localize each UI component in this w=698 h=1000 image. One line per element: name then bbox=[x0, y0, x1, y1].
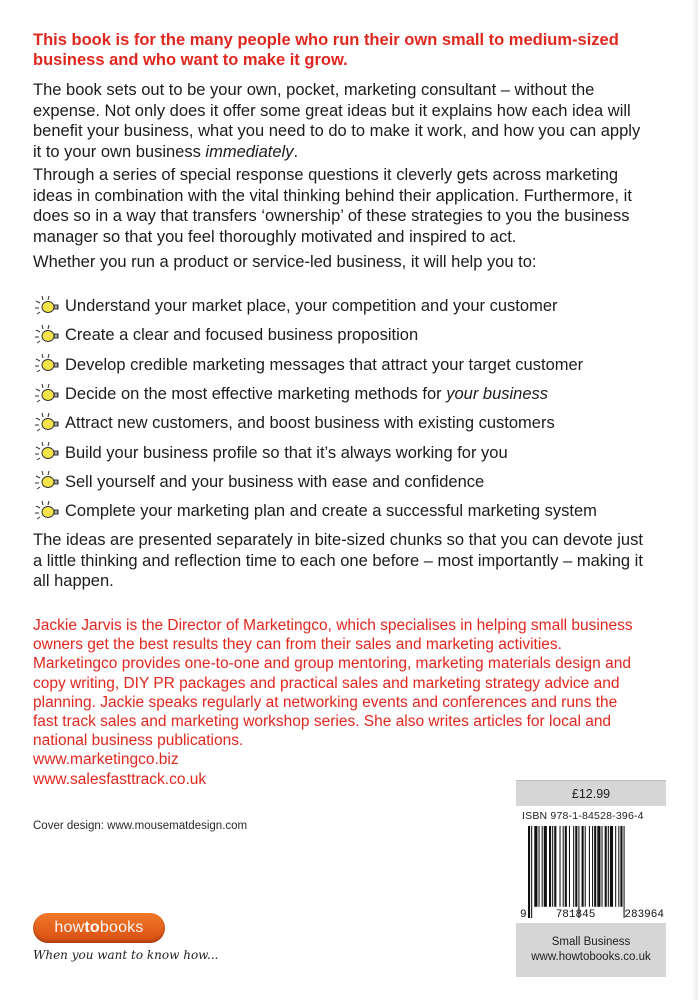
lightbulb-icon bbox=[33, 294, 63, 320]
barcode-bar bbox=[620, 826, 622, 907]
lightbulb-icon bbox=[33, 440, 63, 466]
lightbulb-icon bbox=[33, 469, 63, 495]
text-line: planning. Jackie speaks regularly at networking events and conferences and runs the bbox=[33, 693, 618, 711]
barcode-bar bbox=[544, 826, 547, 907]
lead-line: business and who want to make it grow. bbox=[33, 51, 348, 69]
benefits-list bbox=[33, 292, 683, 526]
text-line: ideas in combination with the vital thinking behind their application. Furthermore, it bbox=[33, 186, 632, 205]
closing-paragraph bbox=[33, 530, 673, 592]
list-item bbox=[33, 409, 683, 438]
list-item bbox=[33, 292, 683, 321]
barcode bbox=[522, 826, 662, 918]
bullets-intro: Whether you run a product or service-led business, it will help you to: bbox=[33, 253, 537, 271]
text-line: benefit your business, what you need to do to make it work, and how you can apply bbox=[33, 122, 641, 140]
method-paragraph bbox=[33, 165, 673, 247]
barcode-bar bbox=[549, 826, 551, 907]
barcode-digits bbox=[520, 909, 664, 921]
barcode-bar bbox=[552, 826, 553, 907]
text-line: The ideas are presented separately in bite-sized chunks so that you can devote just bbox=[33, 531, 643, 549]
list-item bbox=[33, 380, 683, 409]
barcode-bar bbox=[575, 826, 577, 907]
price-text: £12.99 bbox=[571, 787, 611, 801]
lightbulb-icon bbox=[33, 323, 63, 349]
lightbulb-icon bbox=[33, 499, 63, 525]
publisher-tagline: When you want to know how... bbox=[33, 948, 219, 962]
text-line: Marketingco provides one-to-one and group mentoring, marketing materials design and bbox=[33, 655, 631, 673]
text-line: fast track sales and marketing workshop series. She also writes articles for local and bbox=[33, 713, 612, 731]
barcode-bar bbox=[624, 826, 625, 918]
text-span: Decide on the most effective marketing methods for bbox=[65, 385, 447, 404]
barcode-bar bbox=[608, 826, 609, 907]
barcode-bar bbox=[582, 826, 584, 907]
logo-how: how bbox=[54, 919, 85, 936]
text-line: Through a series of special response questions it cleverly gets across marketing bbox=[33, 166, 619, 184]
list-item-text: Sell yourself and your business with ease and confidence bbox=[65, 472, 485, 491]
list-item-text: Complete your marketing plan and create a successful marketing system bbox=[65, 502, 597, 521]
barcode-bar bbox=[610, 826, 613, 907]
barcode-bar bbox=[542, 826, 543, 907]
barcode-group-1: 781845 bbox=[555, 909, 596, 921]
barcode-bar bbox=[615, 826, 616, 907]
cover-design-credit: Cover design: www.mousematdesign.com bbox=[33, 820, 248, 832]
barcode-bar bbox=[554, 826, 556, 907]
list-item-text: Understand your market place, your competition and your customer bbox=[65, 297, 558, 316]
list-item bbox=[33, 468, 683, 497]
list-item-text: Create a clear and focused business proposition bbox=[65, 326, 419, 345]
text-line: expense. Not only does it offer some great ideas but it explains how each idea will bbox=[33, 101, 631, 120]
text-line: The book sets out to be your own, pocket, marketing consultant – without the bbox=[33, 81, 595, 99]
author-bio bbox=[33, 616, 673, 789]
barcode-bar bbox=[560, 826, 561, 907]
list-item bbox=[33, 321, 683, 350]
isbn-text: ISBN 978-1-84528-396-4 bbox=[522, 810, 644, 822]
category-panel bbox=[516, 923, 666, 977]
barcode-bar bbox=[594, 826, 596, 907]
barcode-bar bbox=[565, 826, 567, 907]
list-item-text bbox=[65, 385, 548, 404]
list-item bbox=[33, 438, 683, 467]
barcode-lead-digit: 9 bbox=[520, 909, 527, 921]
list-item-text: Build your business profile so that it’s always working for you bbox=[65, 443, 508, 462]
text-line: national business publications. bbox=[33, 732, 244, 750]
marketingco-url: www.marketingco.biz bbox=[33, 751, 179, 769]
lightbulb-icon bbox=[33, 352, 63, 378]
barcode-bar bbox=[605, 826, 607, 907]
barcode-bar bbox=[602, 826, 603, 907]
list-item bbox=[33, 351, 683, 380]
publisher-website: www.howtobooks.co.uk bbox=[531, 951, 651, 963]
text-line: manager so that you feel thoroughly motivated and inspired to act. bbox=[33, 227, 517, 246]
barcode-bar bbox=[589, 826, 590, 907]
barcode-bar bbox=[563, 826, 564, 907]
barcode-bar bbox=[539, 826, 540, 907]
text-span: it to your own business bbox=[33, 142, 206, 161]
list-item-text: Develop credible marketing messages that attract your target customer bbox=[65, 355, 584, 374]
emphasis-text: your business bbox=[446, 385, 549, 404]
list-item bbox=[33, 497, 683, 526]
logo-books: books bbox=[99, 919, 144, 936]
logo-to: to bbox=[84, 919, 100, 936]
barcode-bar bbox=[573, 826, 574, 907]
lightbulb-icon bbox=[33, 411, 63, 437]
barcode-bar bbox=[531, 826, 532, 918]
barcode-bar bbox=[534, 826, 537, 907]
page-edge bbox=[692, 0, 698, 1000]
text-line: copy writing, DIY PR packages and practical sales and marketing strategy advice and bbox=[33, 674, 620, 692]
list-item-text: Attract new customers, and boost business with existing customers bbox=[65, 414, 555, 433]
barcode-bar bbox=[528, 826, 530, 918]
lead-line: This book is for the many people who run their own small to medium-sized bbox=[33, 31, 619, 49]
barcode-bar bbox=[585, 826, 586, 907]
barcode-bar bbox=[618, 826, 619, 907]
barcode-bar bbox=[569, 826, 570, 907]
text-line: does so in a way that transfers ‘ownership’ of these strategies to you the business bbox=[33, 207, 630, 225]
text-line: owners get the best results they can from their sales and marketing activities. bbox=[33, 636, 562, 654]
text-line bbox=[33, 142, 673, 163]
text-line: all happen. bbox=[33, 572, 114, 590]
howtobooks-logo bbox=[33, 913, 165, 943]
price-label bbox=[516, 780, 666, 807]
text-line: Jackie Jarvis is the Director of Marketingco, which specialises in helping small business bbox=[33, 617, 633, 634]
category-text: Small Business bbox=[551, 936, 631, 948]
lead-statement bbox=[33, 30, 673, 70]
barcode-bar bbox=[592, 826, 593, 907]
barcode-group-2: 283964 bbox=[624, 909, 664, 921]
lightbulb-icon bbox=[33, 382, 63, 408]
text-span: . bbox=[293, 142, 299, 161]
emphasis-text: immediately bbox=[205, 142, 294, 161]
barcode-bar bbox=[578, 826, 579, 918]
text-line: a little thinking and reflection time to each one before – most importantly – making it bbox=[33, 551, 643, 570]
barcode-bar bbox=[597, 826, 600, 907]
intro-paragraph bbox=[33, 80, 673, 162]
salesfasttrack-url: www.salesfasttrack.co.uk bbox=[33, 770, 207, 788]
